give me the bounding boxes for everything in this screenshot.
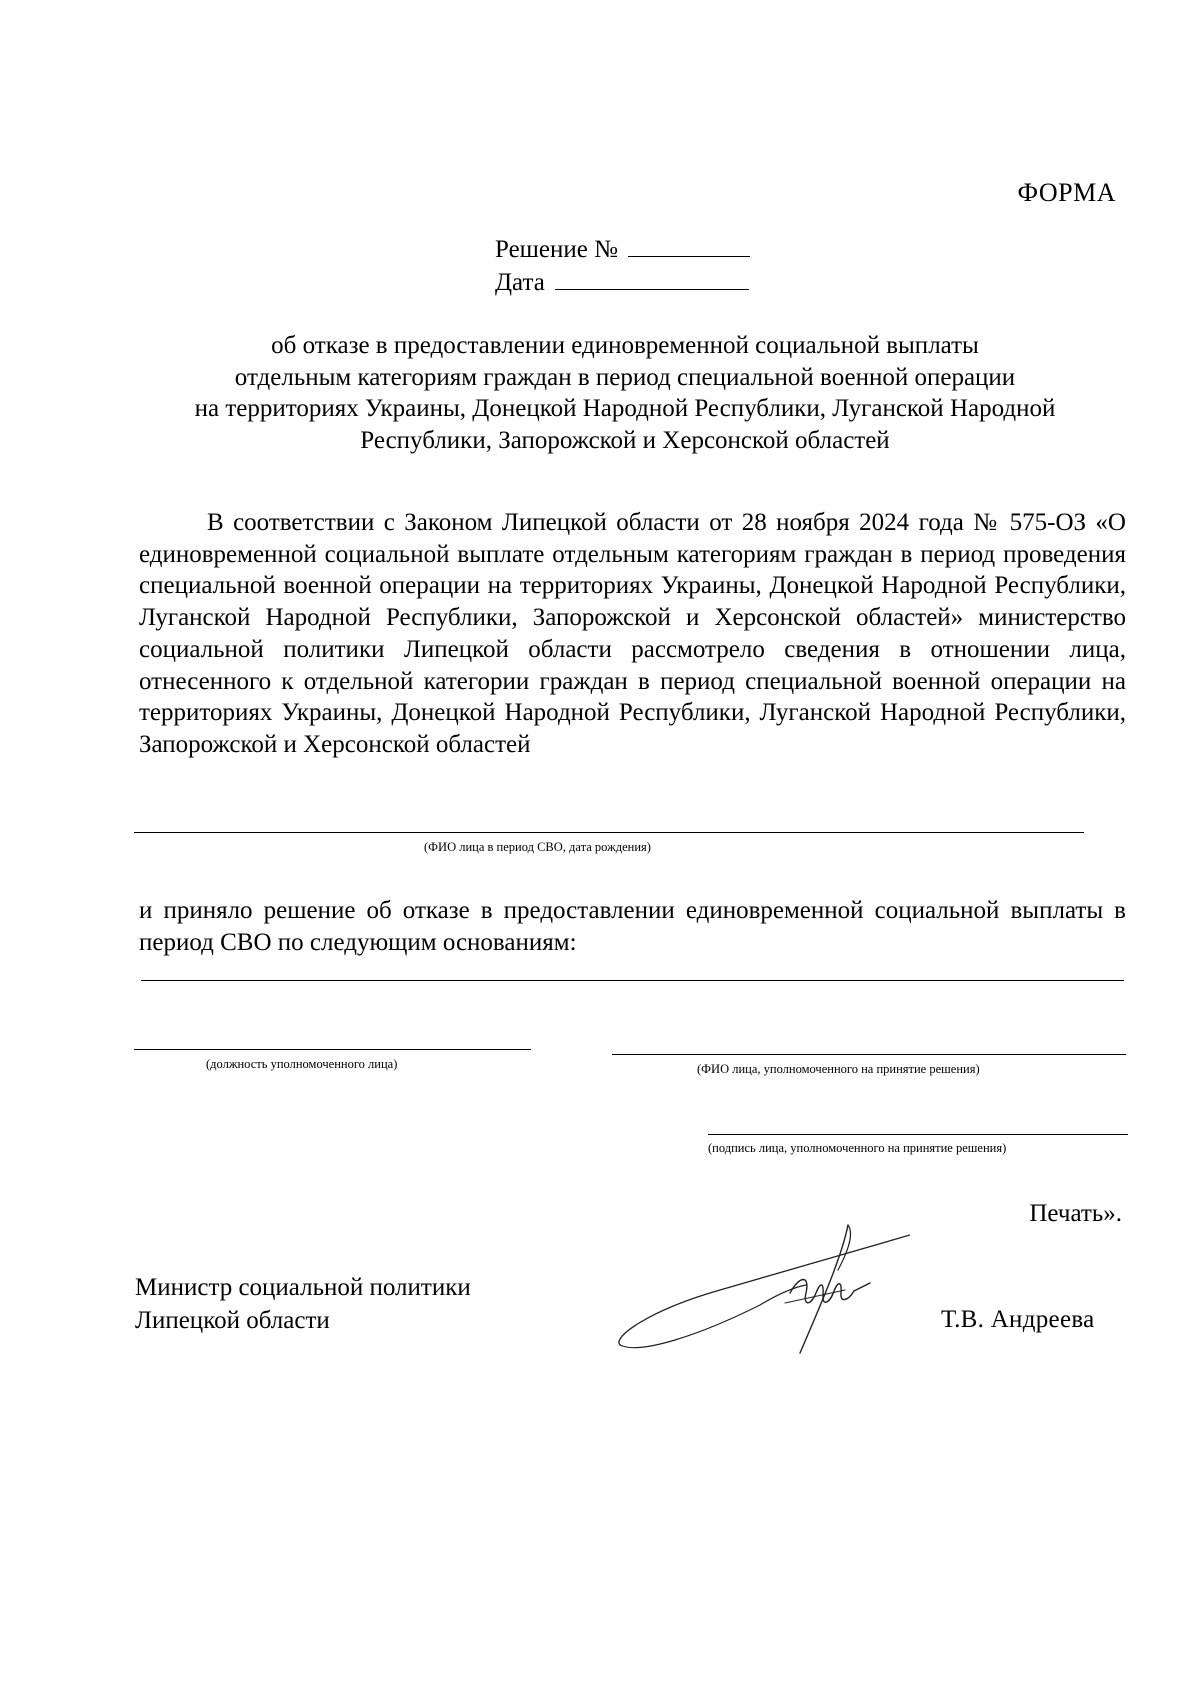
document-title — [140, 330, 1110, 456]
decision-number-label: Решение № — [495, 236, 618, 263]
seal-label: Печать». — [1029, 1200, 1122, 1227]
authorized-name-caption: (ФИО лица, уполномоченного на принятие решения) — [697, 1062, 980, 1076]
signature-fill-line — [708, 1134, 1128, 1135]
decision-number-row — [495, 233, 750, 266]
form-label: ФОРМА — [1017, 178, 1116, 207]
grounds-fill-line — [141, 980, 1124, 981]
body-paragraph-block — [139, 507, 1126, 761]
title-line: на территориях Украины, Донецкой Народной Республики, Луганской Народной — [194, 395, 1056, 422]
position-fill-line — [134, 1049, 531, 1050]
authorized-name-fill-line — [612, 1054, 1126, 1055]
decision-number-blank — [628, 234, 750, 257]
signatory-title — [135, 1271, 471, 1337]
body-paragraph: В соответствии с Законом Липецкой области от 28 ноября 2024 года № 575-ОЗ «О единовременной социальной выплате отдельным категориям граждан в период проведения специальной военной операции на территориях Украины, Донецкой Народной Республики, Луганской Народной Республики, Запорожской и Херсонской областей» министерство социальной политики Липецкой области рассмотрело сведения в отношении лица, отнесенного к отдельной категории граждан в период специальной военной операции на территориях Украины, Донецкой Народной Республики, Луганской Народной Республики, Запорожской и Херсонской областей — [139, 509, 1126, 758]
signatory-title-line: Липецкой области — [135, 1307, 330, 1334]
position-caption: (должность уполномоченного лица) — [206, 1057, 398, 1071]
title-line: отдельным категориям граждан в период специальной военной операции — [234, 363, 1016, 391]
signatory-name: Т.В. Андреева — [941, 1306, 1095, 1333]
decision-text: и приняло решение об отказе в предоставлении единовременной социальной выплаты в период СВО по следующим основаниям: — [139, 897, 1126, 956]
person-caption: (ФИО лица в период СВО, дата рождения) — [424, 840, 651, 854]
signature-caption: (подпись лица, уполномоченного на принятие решения) — [708, 1141, 1007, 1155]
date-blank — [555, 267, 749, 290]
date-label: Дата — [495, 269, 545, 296]
title-line: об отказе в предоставлении единовременной социальной выплаты — [271, 332, 979, 359]
date-row — [495, 266, 750, 299]
person-fill-line — [134, 832, 1084, 833]
handwritten-signature — [610, 1215, 910, 1365]
signatory-title-line: Министр социальной политики — [135, 1274, 471, 1301]
decision-header — [495, 233, 750, 299]
title-line: Республики, Запорожской и Херсонской областей — [360, 426, 890, 454]
decision-text-block — [139, 895, 1126, 958]
